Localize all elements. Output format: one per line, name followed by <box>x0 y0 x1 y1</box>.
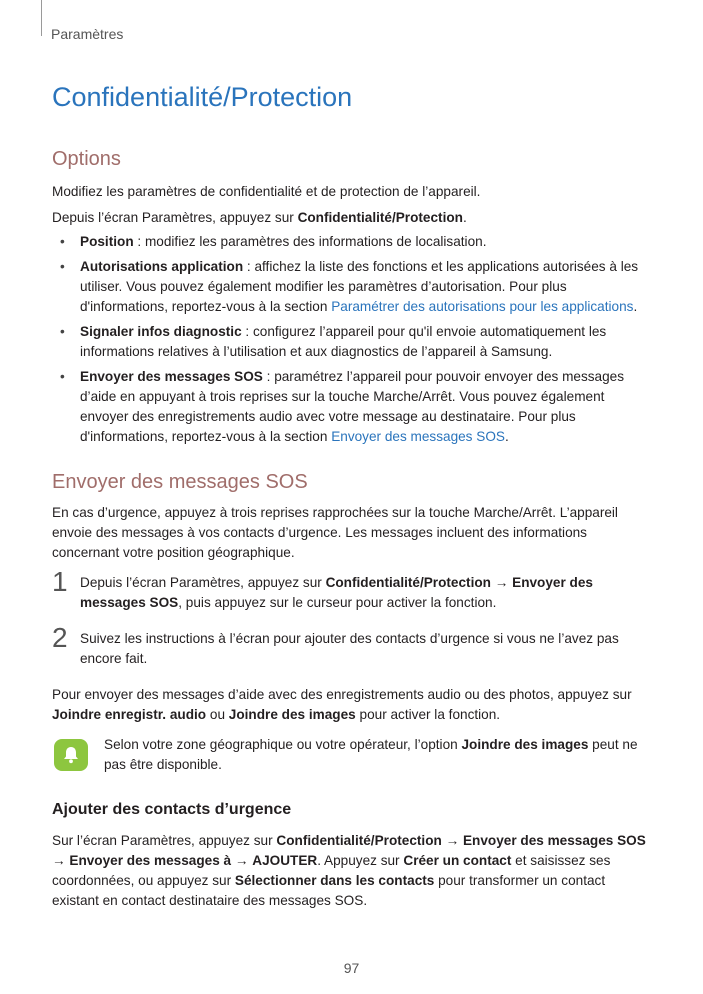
sos-heading: Envoyer des messages SOS <box>52 471 308 493</box>
bullet-icon: • <box>60 234 65 249</box>
bullet-icon: • <box>60 369 65 384</box>
page-title: Confidentialité/Protection <box>52 82 353 112</box>
options-heading: Options <box>52 148 121 170</box>
options-list <box>52 232 652 447</box>
step-number: 2 <box>52 622 68 653</box>
bell-icon <box>54 739 88 771</box>
step-number: 1 <box>52 566 68 597</box>
list-item: • Envoyer des messages SOS : paramétrez l’appareil pour pouvoir envoyer des messages d’aide en appuyant à trois reprises sur la touche Marche/Arrêt. Vous pouvez également envoyer des enregistrements audio avec votre message au destinataire. Pour plus d'informations, reportez-vous à la section Envoyer des messages SOS. <box>60 369 625 444</box>
options-instruction: Depuis l’écran Paramètres, appuyez sur Confidentialité/Protection. <box>52 210 467 225</box>
sos-intro: En cas d’urgence, appuyez à trois reprises rapprochées sur la touche Marche/Arrêt. L’appareil envoie des messages à vos contacts d’urgence. Les messages incluent des informations concernant votre position géographique. <box>52 505 618 560</box>
sos-link[interactable]: Envoyer des messages SOS <box>331 429 505 444</box>
list-item: • Autorisations application : affichez la liste des fonctions et les applications autorisées à les utiliser. Vous pouvez également modifier les paramètres d’autorisation. Pour plus d'informations, reportez-vous à la section Paramétrer des autorisations pour les applications. <box>60 259 639 314</box>
permissions-link[interactable]: Paramétrer des autorisations pour les applications <box>331 299 634 314</box>
note: Selon votre zone géographique ou votre opérateur, l’option Joindre des images peut ne pas être disponible. <box>52 735 652 775</box>
steps <box>52 566 652 669</box>
sos-attach-paragraph: Pour envoyer des messages d’aide avec des enregistrements audio ou des photos, appuyez sur Joindre enregistr. audio ou Joindre des images pour activer la fonction. <box>52 687 632 722</box>
step-1: 1 Depuis l’écran Paramètres, appuyez sur Confidentialité/Protection → Envoyer des messages SOS, puis appuyez sur le curseur pour activer la fonction. <box>52 566 593 610</box>
contacts-paragraph: Sur l’écran Paramètres, appuyez sur Confidentialité/Protection → Envoyer des messages SOS → Envoyer des messages à → AJOUTER. Appuyez sur Créer un contact et saisissez ses coordonnées, ou appuyez sur Sélectionner dans les contacts pour transformer un contact existant en contact destinataire des messages SOS. <box>52 833 646 908</box>
content <box>52 146 652 911</box>
options-intro: Modifiez les paramètres de confidentialité et de protection de l’appareil. <box>52 184 481 199</box>
menu-path: Confidentialité/Protection <box>297 210 463 225</box>
bullet-icon: • <box>60 259 65 274</box>
page-number: 97 <box>343 960 360 976</box>
list-item: • Signaler infos diagnostic : configurez l’appareil pour qu'il envoie automatiquement les informations relatives à l’utilisation et aux diagnostics de l’appareil à Samsung. <box>60 324 607 359</box>
step-2: 2 Suivez les instructions à l’écran pour ajouter des contacts d’urgence si vous ne l’avez pas encore fait. <box>52 622 619 666</box>
side-rule <box>41 0 42 36</box>
header-label: Paramètres <box>51 26 124 42</box>
bullet-icon: • <box>60 324 65 339</box>
contacts-heading: Ajouter des contacts d’urgence <box>52 801 292 818</box>
list-item: • Position : modifiez les paramètres des informations de localisation. <box>52 232 652 252</box>
